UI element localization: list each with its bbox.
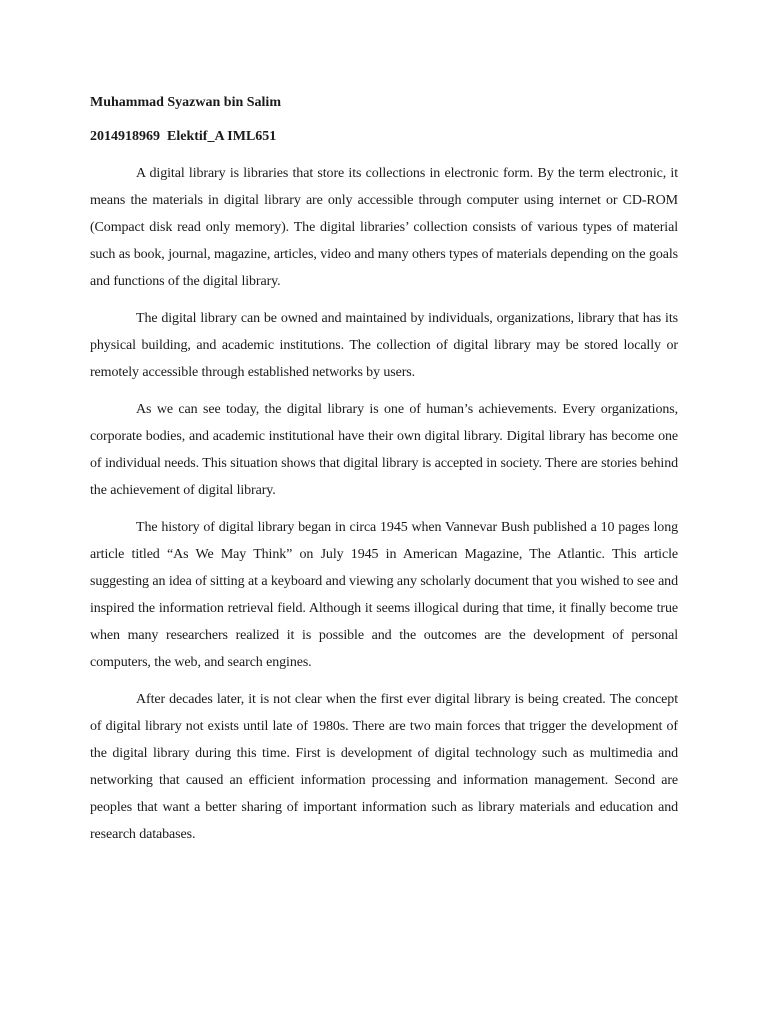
- paragraph-4: The history of digital library began in circa 1945 when Vannevar Bush published a 10 pages long article titled “As We May Think” on July 1945 in American Magazine, The Atlantic. This article suggesting an idea of sitting at a keyboard and viewing any scholarly document that you wished to see and inspired the information retrieval field. Although it seems illogical during that time, it finally become true when many researchers realized it is possible and the outcomes are the development of personal computers, the web, and search engines.: [90, 520, 678, 670]
- paragraph-1: A digital library is libraries that store its collections in electronic form. By the term electronic, it means the materials in digital library are only accessible through computer using internet or CD-ROM (Compact disk read only memory). The digital libraries’ collection consists of various types of material such as book, journal, magazine, articles, video and many others types of materials depending on the goals and functions of the digital library.: [90, 166, 678, 289]
- author-name: Muhammad Syazwan bin Salim: [90, 95, 281, 110]
- student-id-course: 2014918969 Elektif_A IML651: [90, 129, 277, 144]
- paragraph-3: As we can see today, the digital library is one of human’s achievements. Every organizations, corporate bodies, and academic institutional have their own digital library. Digital library has become one of individual needs. This situation shows that digital library is accepted in society. There are stories behind the achievement of digital library.: [90, 402, 678, 498]
- paragraph-5: After decades later, it is not clear when the first ever digital library is being created. The concept of digital library not exists until late of 1980s. There are two main forces that trigger the development of the digital library during this time. First is development of digital technology such as multimedia and networking that caused an efficient information processing and information management. Second are peoples that want a better sharing of important information such as library materials and education and research databases.: [90, 692, 678, 842]
- paragraph-2: The digital library can be owned and maintained by individuals, organizations, library that has its physical building, and academic institutions. The collection of digital library may be stored locally or remotely accessible through established networks by users.: [90, 311, 678, 380]
- document-body: [90, 94, 678, 848]
